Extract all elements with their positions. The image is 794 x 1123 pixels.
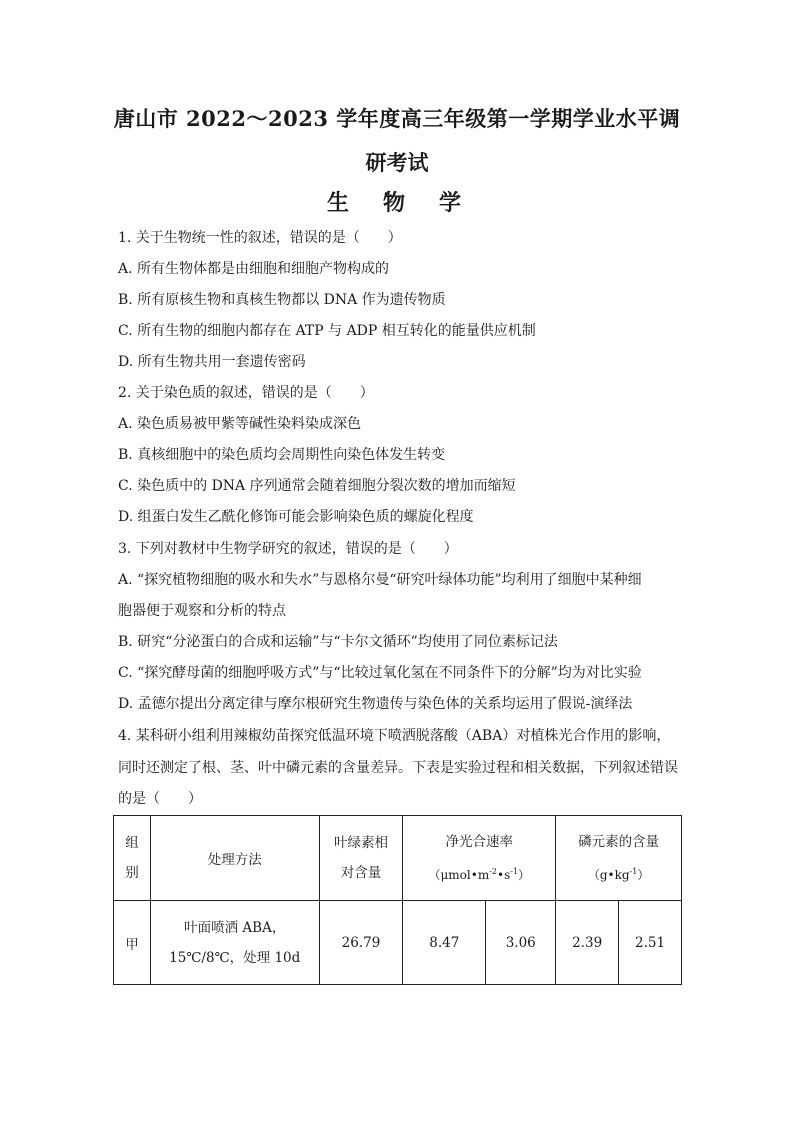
cell-method-line2: 15℃/8℃，处理 10d xyxy=(169,949,301,966)
q1-option-c: C. 所有生物的细胞内都存在 ATP 与 ADP 相互转化的能量供应机制 xyxy=(118,323,536,339)
exam-title-line1: 唐山市 2022～2023 学年度高三年级第一学期学业水平调 xyxy=(113,106,681,131)
q3-option-b: B. 研究“分泌蛋白的合成和运输”与“卡尔文循环”均使用了同位素标记法 xyxy=(118,634,558,650)
q4-stem-line3: 的是（ ） xyxy=(118,791,202,807)
q3-option-a-line2: 胞器便于观察和分析的特点 xyxy=(118,603,286,619)
q3-option-d: D. 孟德尔提出分离定律与摩尔根研究生物遗传与染色体的关系均运用了假说-演绎法 xyxy=(118,696,633,712)
q2-option-c: C. 染色质中的 DNA 序列通常会随着细胞分裂次数的增加而缩短 xyxy=(118,478,516,494)
header-chlorophyll-line1: 叶绿素相 xyxy=(333,835,388,851)
data-table xyxy=(113,815,682,985)
cell-method-line1: 叶面喷洒 ABA， xyxy=(184,919,286,936)
q2-option-a: A. 染色质易被甲紫等碱性染料染成深色 xyxy=(118,416,362,432)
q4-stem-line2: 同时还测定了根、茎、叶中磷元素的含量差异。下表是实验过程和相关数据，下列叙述错误 xyxy=(118,760,678,776)
q1-option-d: D. 所有生物共用一套遗传密码 xyxy=(118,354,306,370)
exam-title-line2: 研考试 xyxy=(365,150,429,175)
header-chlorophyll-line2: 对含量 xyxy=(340,865,382,881)
q1-option-b: B. 所有原核生物和真核生物都以 DNA 作为遗传物质 xyxy=(118,292,446,308)
q1-stem: 1. 关于生物统一性的叙述，错误的是（ ） xyxy=(118,230,402,246)
cell-photo-a: 8.47 xyxy=(403,901,486,985)
header-group xyxy=(114,816,151,901)
header-group-line1: 组 xyxy=(125,835,139,851)
header-phosphorus-line1: 磷元素的含量 xyxy=(578,833,660,850)
cell-method xyxy=(150,901,319,985)
table-header-row xyxy=(114,816,682,901)
q4-stem-line1: 4. 某科研小组利用辣椒幼苗探究低温环境下喷洒脱落酸（ABA）对植株光合作用的影响， xyxy=(118,728,671,744)
q3-option-a-line1: A. “探究植物细胞的吸水和失水”与恩格尔曼“研究叶绿体功能”均利用了细胞中某种细 xyxy=(118,572,642,588)
table-row xyxy=(114,901,682,985)
q2-stem: 2. 关于染色质的叙述，错误的是（ ） xyxy=(118,385,374,401)
header-net-photosynthesis xyxy=(403,816,556,901)
header-method: 处理方法 xyxy=(150,816,319,901)
cell-chlorophyll: 26.79 xyxy=(319,901,403,985)
header-photo-unit: $(\mu mol•m^{-2}•s^{-1})$ xyxy=(428,866,531,882)
header-group-line2: 别 xyxy=(125,865,139,881)
subject-heading: 生 物 学 xyxy=(326,190,467,216)
header-phosphorus-unit: $(g•kg^{-1})$ xyxy=(587,866,650,882)
q2-option-b: B. 真核细胞中的染色质均会周期性向染色体发生转变 xyxy=(118,447,446,463)
header-phosphorus xyxy=(556,816,682,901)
q3-stem: 3. 下列对教材中生物学研究的叙述，错误的是（ ） xyxy=(118,541,458,557)
q1-option-a: A. 所有生物体都是由细胞和细胞产物构成的 xyxy=(118,261,390,277)
header-chlorophyll xyxy=(319,816,403,901)
cell-phosphorus-b: 2.51 xyxy=(619,901,682,985)
header-photo-line1: 净光合速率 xyxy=(445,833,514,850)
cell-photo-b: 3.06 xyxy=(486,901,556,985)
cell-phosphorus-a: 2.39 xyxy=(556,901,619,985)
q3-option-c: C. “探究酵母菌的细胞呼吸方式”与“比较过氧化氢在不同条件下的分解”均为对比实验 xyxy=(118,665,642,681)
cell-group: 甲 xyxy=(114,901,151,985)
q2-option-d: D. 组蛋白发生乙酰化修饰可能会影响染色质的螺旋化程度 xyxy=(118,509,474,525)
